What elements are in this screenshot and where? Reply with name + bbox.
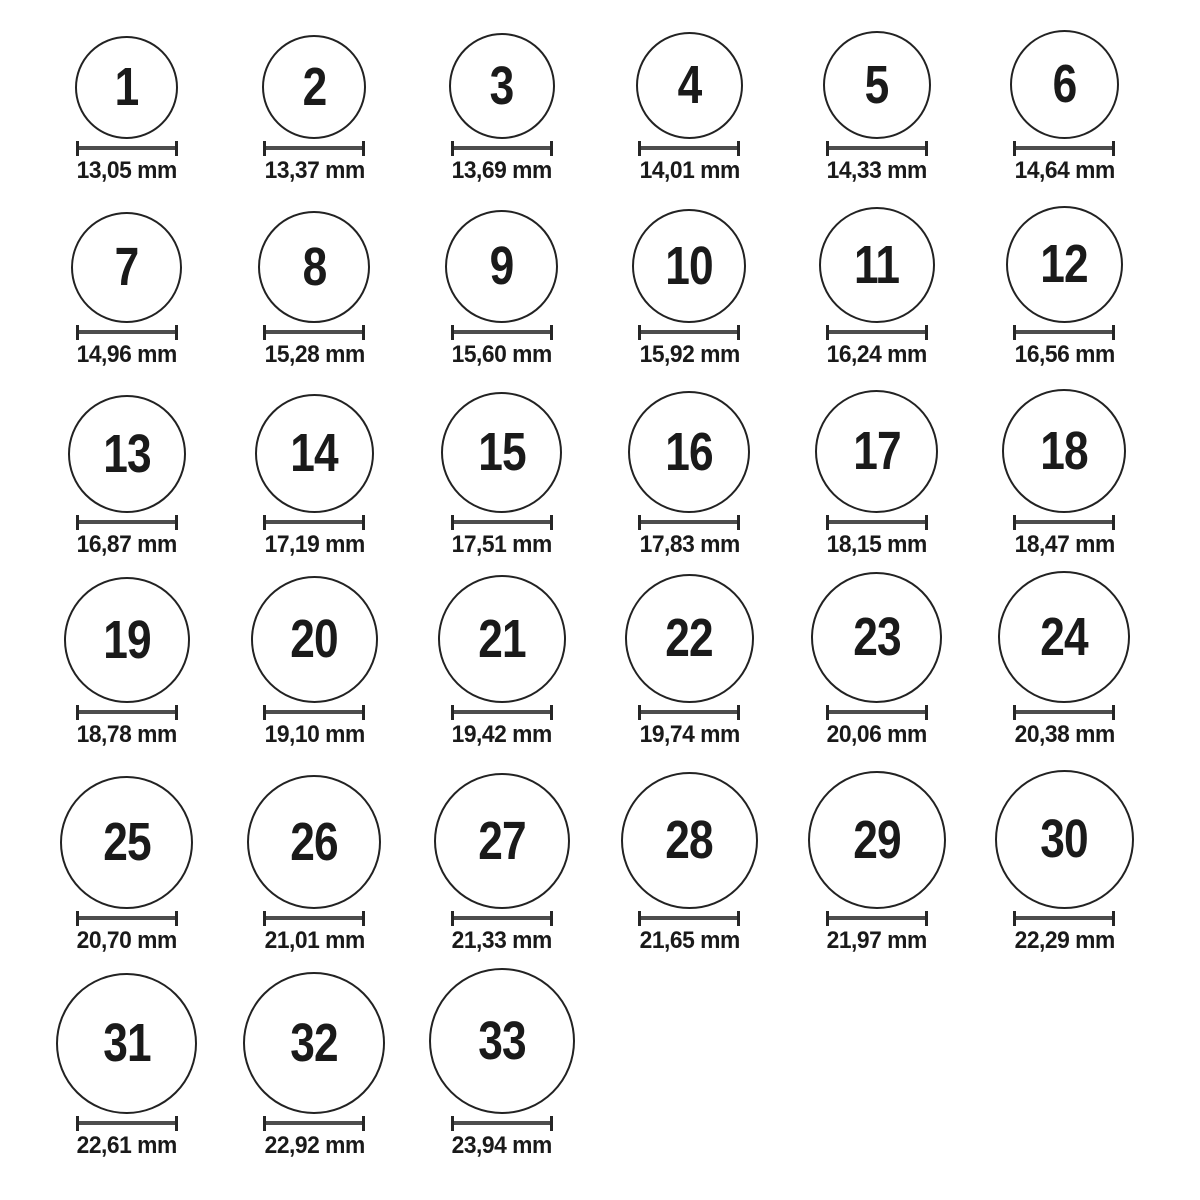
chart-row [0, 751, 1200, 957]
ring-circle [438, 575, 566, 703]
diameter-measure-line [826, 325, 928, 340]
ring-circle [429, 968, 575, 1114]
diameter-label: 15,28 mm [264, 340, 365, 368]
ring-circle [998, 571, 1130, 703]
ring-circle [243, 972, 385, 1114]
ring-circle [434, 773, 570, 909]
ring-size-number: 14 [290, 423, 339, 484]
ring-circle [441, 392, 562, 513]
diameter-label: 19,42 mm [451, 720, 552, 748]
diameter-measure-line [826, 705, 928, 720]
ring-circle [819, 207, 935, 323]
ring-circle [71, 212, 182, 323]
ring-size-number: 18 [1040, 420, 1089, 481]
diameter-measure-line [1013, 515, 1115, 530]
ring-size-cell [783, 0, 971, 187]
diameter-label: 16,56 mm [1014, 340, 1115, 368]
ring-size-number: 10 [665, 235, 714, 296]
ring-circle [255, 394, 374, 513]
diameter-label: 13,37 mm [264, 156, 365, 184]
ring-circle [995, 770, 1134, 909]
ring-size-number: 31 [102, 1013, 151, 1074]
ring-size-number: 2 [302, 56, 327, 117]
ring-size-cell [408, 561, 596, 751]
ring-size-cell [221, 561, 409, 751]
ring-size-cell [33, 751, 221, 957]
ring-size-cell [971, 561, 1159, 751]
chart-row [0, 187, 1200, 371]
diameter-measure-line [638, 911, 740, 926]
diameter-label: 14,01 mm [639, 156, 740, 184]
ring-size-cell [596, 0, 784, 187]
ring-circle [64, 577, 190, 703]
ring-size-cell [971, 751, 1159, 957]
ring-size-number: 25 [102, 812, 151, 873]
diameter-measure-line [76, 911, 178, 926]
ring-size-cell [783, 561, 971, 751]
diameter-measure-line [451, 325, 553, 340]
ring-size-cell [783, 187, 971, 371]
diameter-measure-line [76, 515, 178, 530]
ring-size-number: 12 [1040, 234, 1089, 295]
ring-size-number: 13 [102, 423, 151, 484]
diameter-label: 23,94 mm [451, 1131, 552, 1159]
ring-size-cell [783, 751, 971, 957]
diameter-measure-line [451, 705, 553, 720]
ring-circle [811, 572, 942, 703]
diameter-measure-line [1013, 705, 1115, 720]
diameter-label: 16,87 mm [76, 530, 177, 558]
ring-circle [262, 35, 366, 139]
ring-circle [1002, 389, 1126, 513]
ring-size-number: 20 [290, 609, 339, 670]
ring-size-cell [596, 751, 784, 957]
ring-circle [68, 395, 186, 513]
ring-size-number: 11 [854, 234, 900, 295]
diameter-measure-line [826, 911, 928, 926]
ring-size-number: 19 [102, 609, 151, 670]
diameter-measure-line [451, 911, 553, 926]
ring-size-number: 16 [665, 421, 714, 482]
ring-size-cell [408, 751, 596, 957]
ring-circle [808, 771, 946, 909]
ring-size-number: 24 [1040, 606, 1089, 667]
ring-circle [445, 210, 558, 323]
diameter-label: 17,83 mm [639, 530, 740, 558]
diameter-label: 21,33 mm [451, 926, 552, 954]
diameter-measure-line [1013, 141, 1115, 156]
ring-circle [75, 36, 178, 139]
ring-circle [625, 574, 754, 703]
ring-circle [621, 772, 758, 909]
diameter-label: 14,64 mm [1014, 156, 1115, 184]
ring-size-number: 7 [114, 237, 139, 298]
diameter-measure-line [826, 515, 928, 530]
chart-row [0, 561, 1200, 751]
ring-size-cell [33, 187, 221, 371]
diameter-measure-line [263, 911, 365, 926]
ring-size-cell [596, 371, 784, 561]
diameter-label: 19,74 mm [639, 720, 740, 748]
ring-circle [251, 576, 378, 703]
ring-size-cell [596, 561, 784, 751]
diameter-label: 13,69 mm [451, 156, 552, 184]
diameter-label: 20,38 mm [1014, 720, 1115, 748]
diameter-measure-line [1013, 325, 1115, 340]
diameter-measure-line [76, 705, 178, 720]
diameter-measure-line [638, 141, 740, 156]
ring-size-number: 6 [1052, 54, 1077, 115]
diameter-label: 14,33 mm [826, 156, 927, 184]
ring-size-cell [221, 957, 409, 1200]
ring-size-number: 29 [852, 809, 901, 870]
ring-size-number: 9 [489, 236, 514, 297]
ring-size-cell [971, 0, 1159, 187]
diameter-label: 16,24 mm [826, 340, 927, 368]
diameter-measure-line [638, 705, 740, 720]
diameter-label: 21,97 mm [826, 926, 927, 954]
ring-circle [1006, 206, 1123, 323]
ring-size-number: 15 [477, 422, 526, 483]
ring-size-cell [33, 0, 221, 187]
ring-circle [247, 775, 381, 909]
diameter-measure-line [263, 325, 365, 340]
diameter-measure-line [263, 1116, 365, 1131]
diameter-label: 22,92 mm [264, 1131, 365, 1159]
diameter-label: 19,10 mm [264, 720, 365, 748]
diameter-measure-line [1013, 911, 1115, 926]
ring-size-number: 8 [302, 236, 327, 297]
ring-size-cell [971, 371, 1159, 561]
diameter-label: 18,15 mm [826, 530, 927, 558]
ring-size-cell [408, 187, 596, 371]
ring-size-cell [596, 187, 784, 371]
ring-size-number: 26 [290, 811, 339, 872]
ring-size-number: 1 [114, 57, 139, 118]
diameter-measure-line [263, 515, 365, 530]
ring-size-cell [408, 957, 596, 1200]
ring-size-cell [408, 371, 596, 561]
diameter-label: 15,92 mm [639, 340, 740, 368]
diameter-label: 21,01 mm [264, 926, 365, 954]
diameter-label: 18,47 mm [1014, 530, 1115, 558]
ring-circle [60, 776, 193, 909]
ring-size-cell [221, 0, 409, 187]
ring-size-cell [221, 751, 409, 957]
ring-size-number: 17 [852, 421, 901, 482]
ring-size-cell [408, 0, 596, 187]
diameter-measure-line [638, 325, 740, 340]
diameter-measure-line [263, 705, 365, 720]
ring-size-cell [33, 957, 221, 1200]
diameter-label: 20,06 mm [826, 720, 927, 748]
ring-size-number: 3 [489, 55, 514, 116]
ring-size-number: 4 [677, 55, 702, 116]
chart-row [0, 371, 1200, 561]
ring-size-number: 23 [852, 607, 901, 668]
diameter-measure-line [451, 515, 553, 530]
ring-size-cell [221, 371, 409, 561]
ring-circle [56, 973, 197, 1114]
diameter-measure-line [76, 141, 178, 156]
ring-size-number: 32 [290, 1012, 339, 1073]
diameter-label: 22,29 mm [1014, 926, 1115, 954]
diameter-measure-line [76, 1116, 178, 1131]
diameter-measure-line [263, 141, 365, 156]
diameter-label: 17,51 mm [451, 530, 552, 558]
ring-circle [815, 390, 938, 513]
ring-circle [632, 209, 746, 323]
diameter-label: 20,70 mm [76, 926, 177, 954]
ring-size-number: 21 [477, 608, 526, 669]
diameter-label: 21,65 mm [639, 926, 740, 954]
chart-row [0, 957, 1200, 1200]
diameter-measure-line [826, 141, 928, 156]
diameter-label: 17,19 mm [264, 530, 365, 558]
ring-size-number: 5 [864, 54, 889, 115]
ring-size-number: 33 [477, 1010, 526, 1071]
ring-circle [636, 32, 743, 139]
ring-circle [823, 31, 931, 139]
ring-size-number: 27 [477, 810, 526, 871]
ring-size-cell [221, 187, 409, 371]
ring-circle [628, 391, 750, 513]
ring-circle [449, 33, 555, 139]
ring-size-number: 30 [1040, 809, 1089, 870]
ring-size-cell [783, 371, 971, 561]
ring-size-cell [33, 561, 221, 751]
diameter-label: 15,60 mm [451, 340, 552, 368]
ring-circle [1010, 30, 1119, 139]
ring-size-cell [971, 187, 1159, 371]
diameter-measure-line [76, 325, 178, 340]
diameter-label: 22,61 mm [76, 1131, 177, 1159]
diameter-label: 13,05 mm [76, 156, 177, 184]
ring-size-number: 22 [665, 608, 714, 669]
ring-size-cell [33, 371, 221, 561]
ring-size-number: 28 [665, 810, 714, 871]
chart-row [0, 0, 1200, 187]
diameter-label: 18,78 mm [76, 720, 177, 748]
diameter-label: 14,96 mm [76, 340, 177, 368]
diameter-measure-line [638, 515, 740, 530]
diameter-measure-line [451, 1116, 553, 1131]
diameter-measure-line [451, 141, 553, 156]
ring-circle [258, 211, 370, 323]
